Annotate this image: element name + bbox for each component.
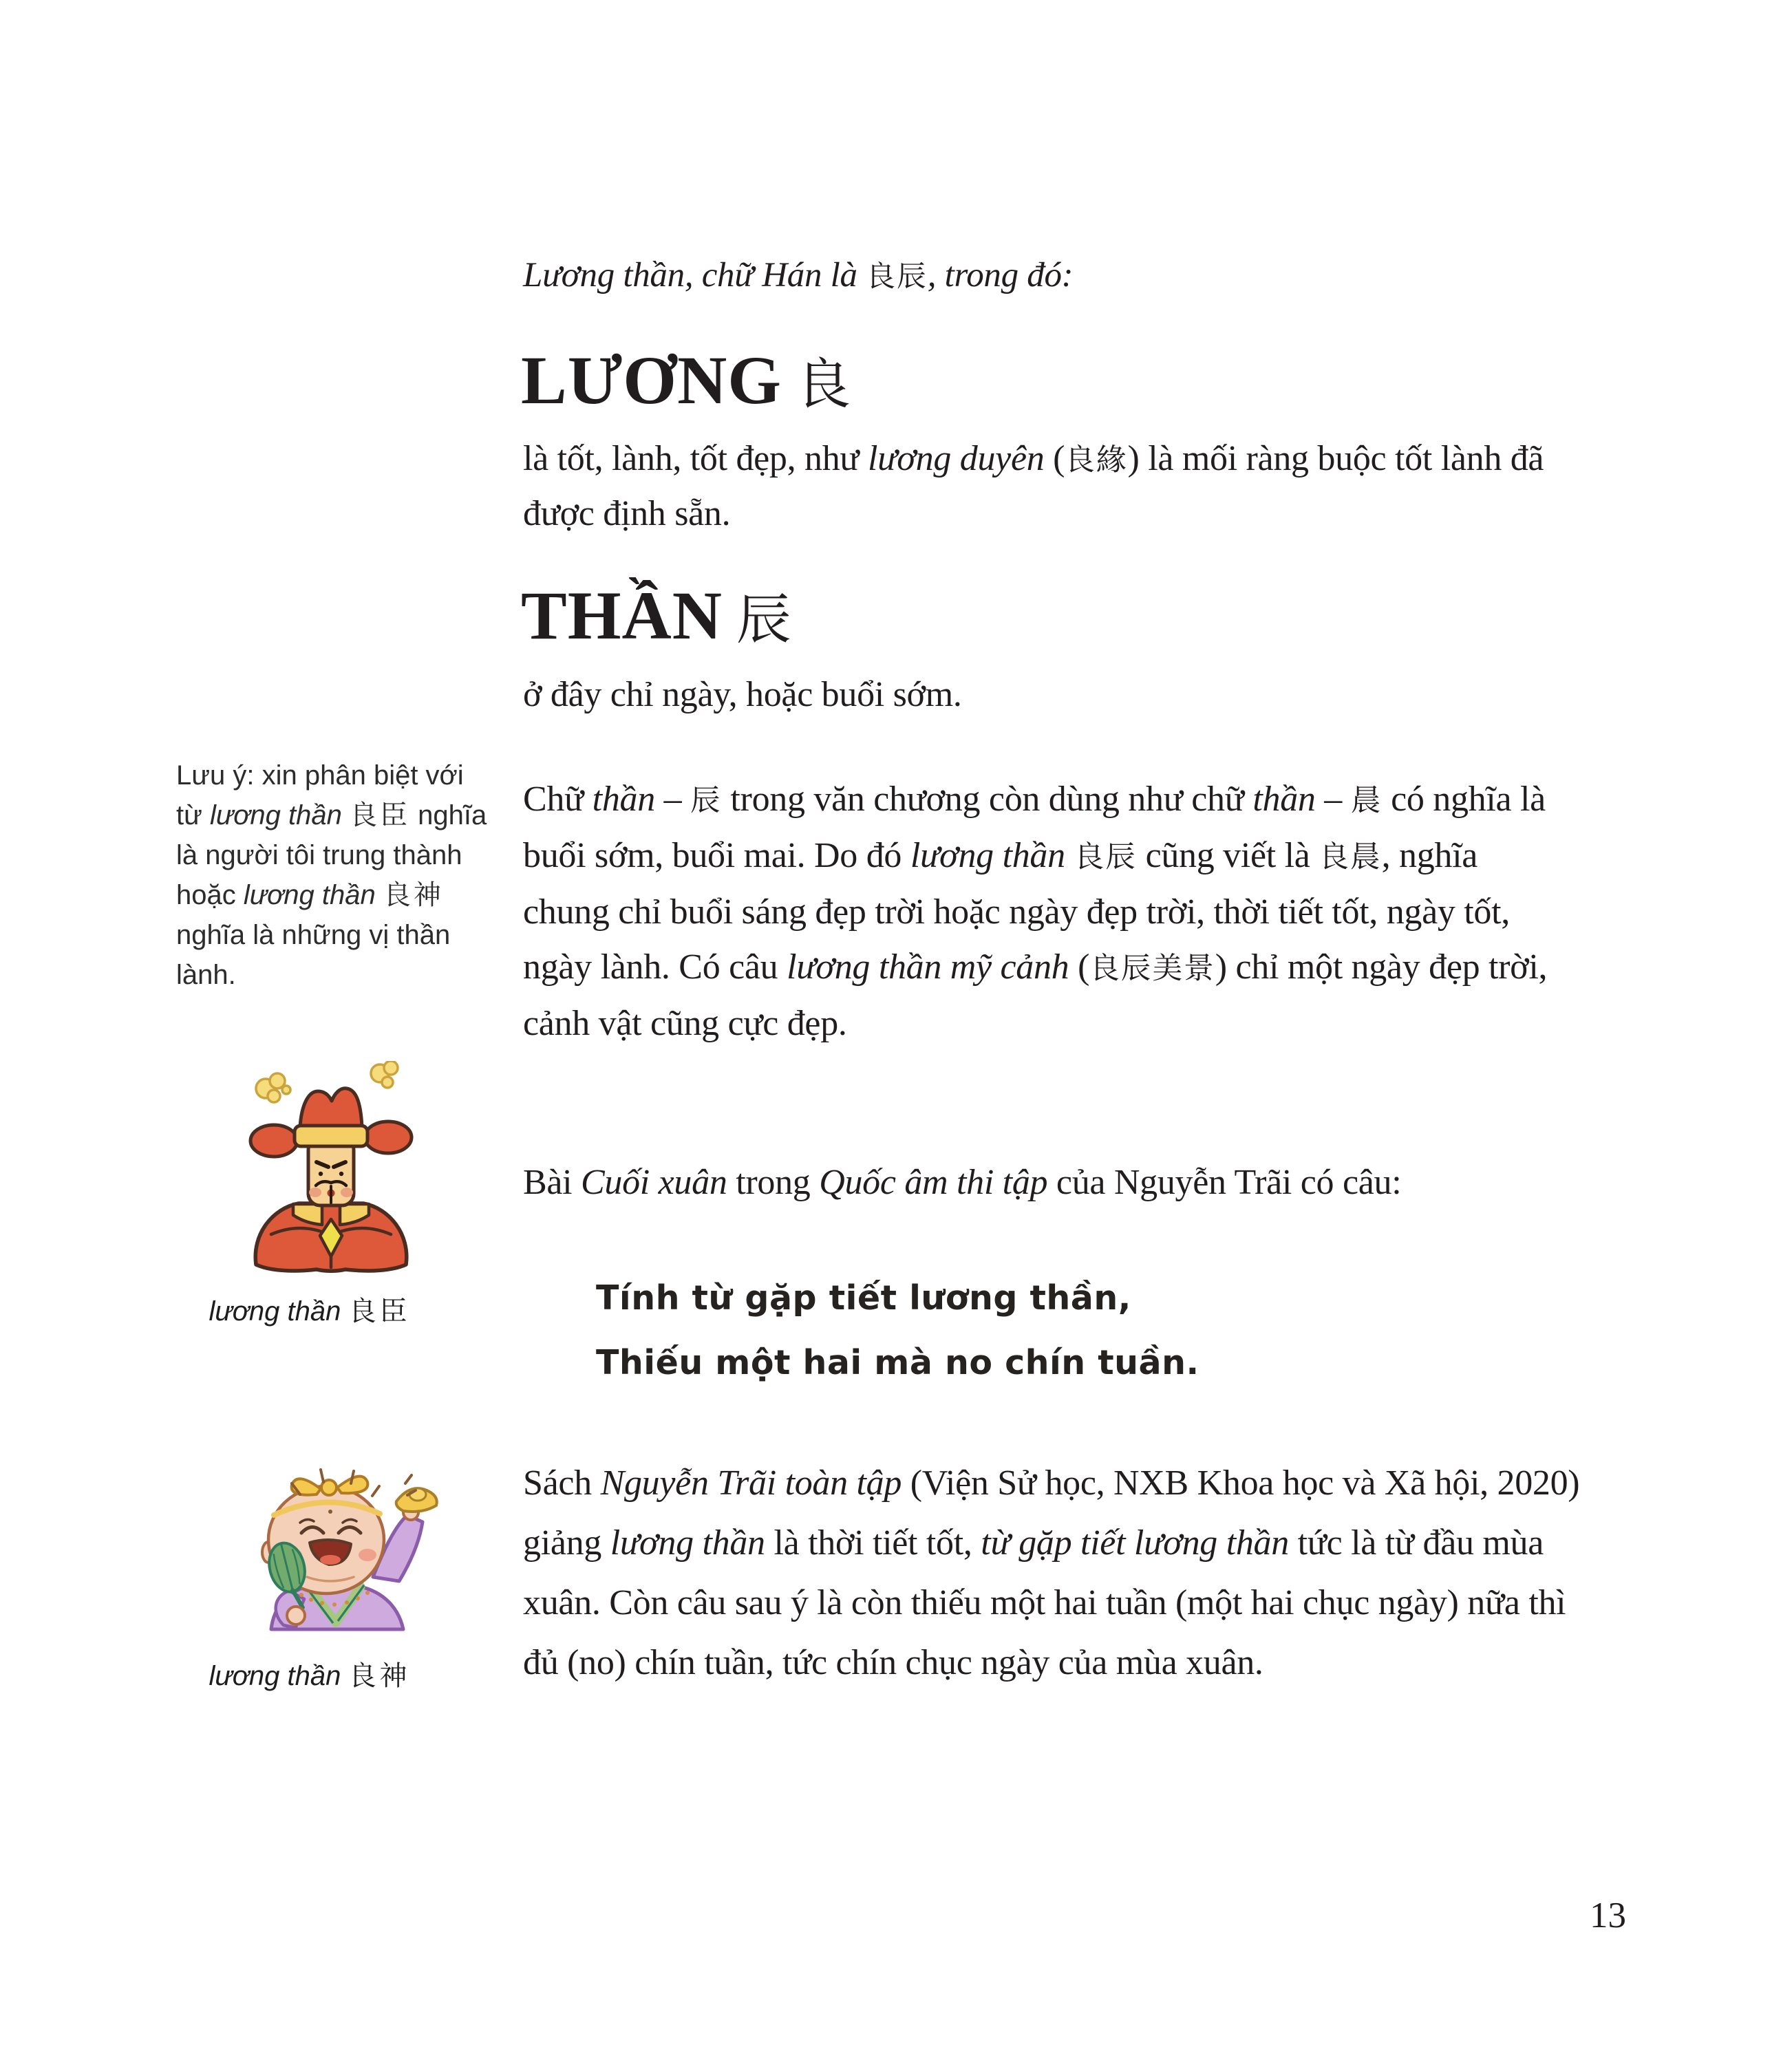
- illustration-deity-caption: lương thần 良神: [209, 1660, 411, 1692]
- paragraph-than-usage: Chữ thần – 辰 trong văn chương còn dùng như chữ thần – 晨 có nghĩa là buổi sớm, buổi mai. Do đó lương thần 良辰 cũng viết là 良晨, nghĩa chung chỉ buổi sáng đẹp trời hoặc ngày đẹp trời, thời tiết tốt, ngày tốt, ngày lành. Có câu lương thần mỹ cảnh (良辰美景) chỉ một ngày đẹp trời, cảnh vật cũng cực đẹp.: [523, 780, 1548, 1043]
- illustration-official: [245, 1061, 417, 1274]
- sidebar-note: Lưu ý: xin phân biệt với từ lương thần 良臣 nghĩa là người tôi trung thành hoặc lương thần 良神 nghĩa là những vị thần lành.: [176, 760, 487, 990]
- entry-hanzi-chen: 辰: [736, 588, 796, 652]
- official-robe: [255, 1203, 407, 1271]
- paragraph-poem-intro: Bài Cuối xuân trong Quốc âm thi tập của Nguyễn Trãi có câu:: [523, 1163, 1402, 1202]
- entry-term-luong: LƯƠNG: [521, 342, 782, 418]
- deity-figure-drawing: [238, 1452, 445, 1638]
- entry-term-than: THẦN: [521, 577, 723, 654]
- definition-than: ở đây chỉ ngày, hoặc buổi sớm.: [523, 675, 962, 714]
- poem-quote: [596, 1266, 1491, 1395]
- deity-hand: [287, 1607, 305, 1624]
- page-number: 13: [1590, 1896, 1626, 1935]
- definition-luong: là tốt, lành, tốt đẹp, như lương duyên (良緣) là mối ràng buộc tốt lành đã được định sẵn.: [523, 439, 1544, 533]
- official-figure-drawing: [245, 1061, 417, 1274]
- entry-hanzi-liang: 良: [796, 352, 855, 416]
- illustration-official-caption: lương thần 良臣: [209, 1296, 411, 1327]
- intro-line: Lương thần, chữ Hán là 良辰, trong đó:: [523, 256, 1074, 294]
- poem-line-1: Tính từ gặp tiết lương thần,: [596, 1278, 1131, 1318]
- yellow-bow: [292, 1477, 368, 1495]
- gold-ingot: [396, 1488, 437, 1512]
- illustration-deity: [238, 1452, 445, 1638]
- paragraph-source-note: Sách Nguyễn Trãi toàn tập (Viện Sử học, NXB Khoa học và Xã hội, 2020) giảng lương thần là thời tiết tốt, từ gặp tiết lương thần tức là từ đầu mùa xuân. Còn câu sau ý là còn thiếu một hai tuần (một hai chục ngày) nữa thì đủ (no) chín tuần, tức chín chục ngày của mùa xuân.: [523, 1463, 1580, 1682]
- entry-heading-than: [521, 577, 796, 654]
- official-face: [308, 1138, 354, 1205]
- poem-line-2: Thiếu một hai mà no chín tuần.: [596, 1343, 1199, 1382]
- entry-heading-luong: [521, 342, 855, 418]
